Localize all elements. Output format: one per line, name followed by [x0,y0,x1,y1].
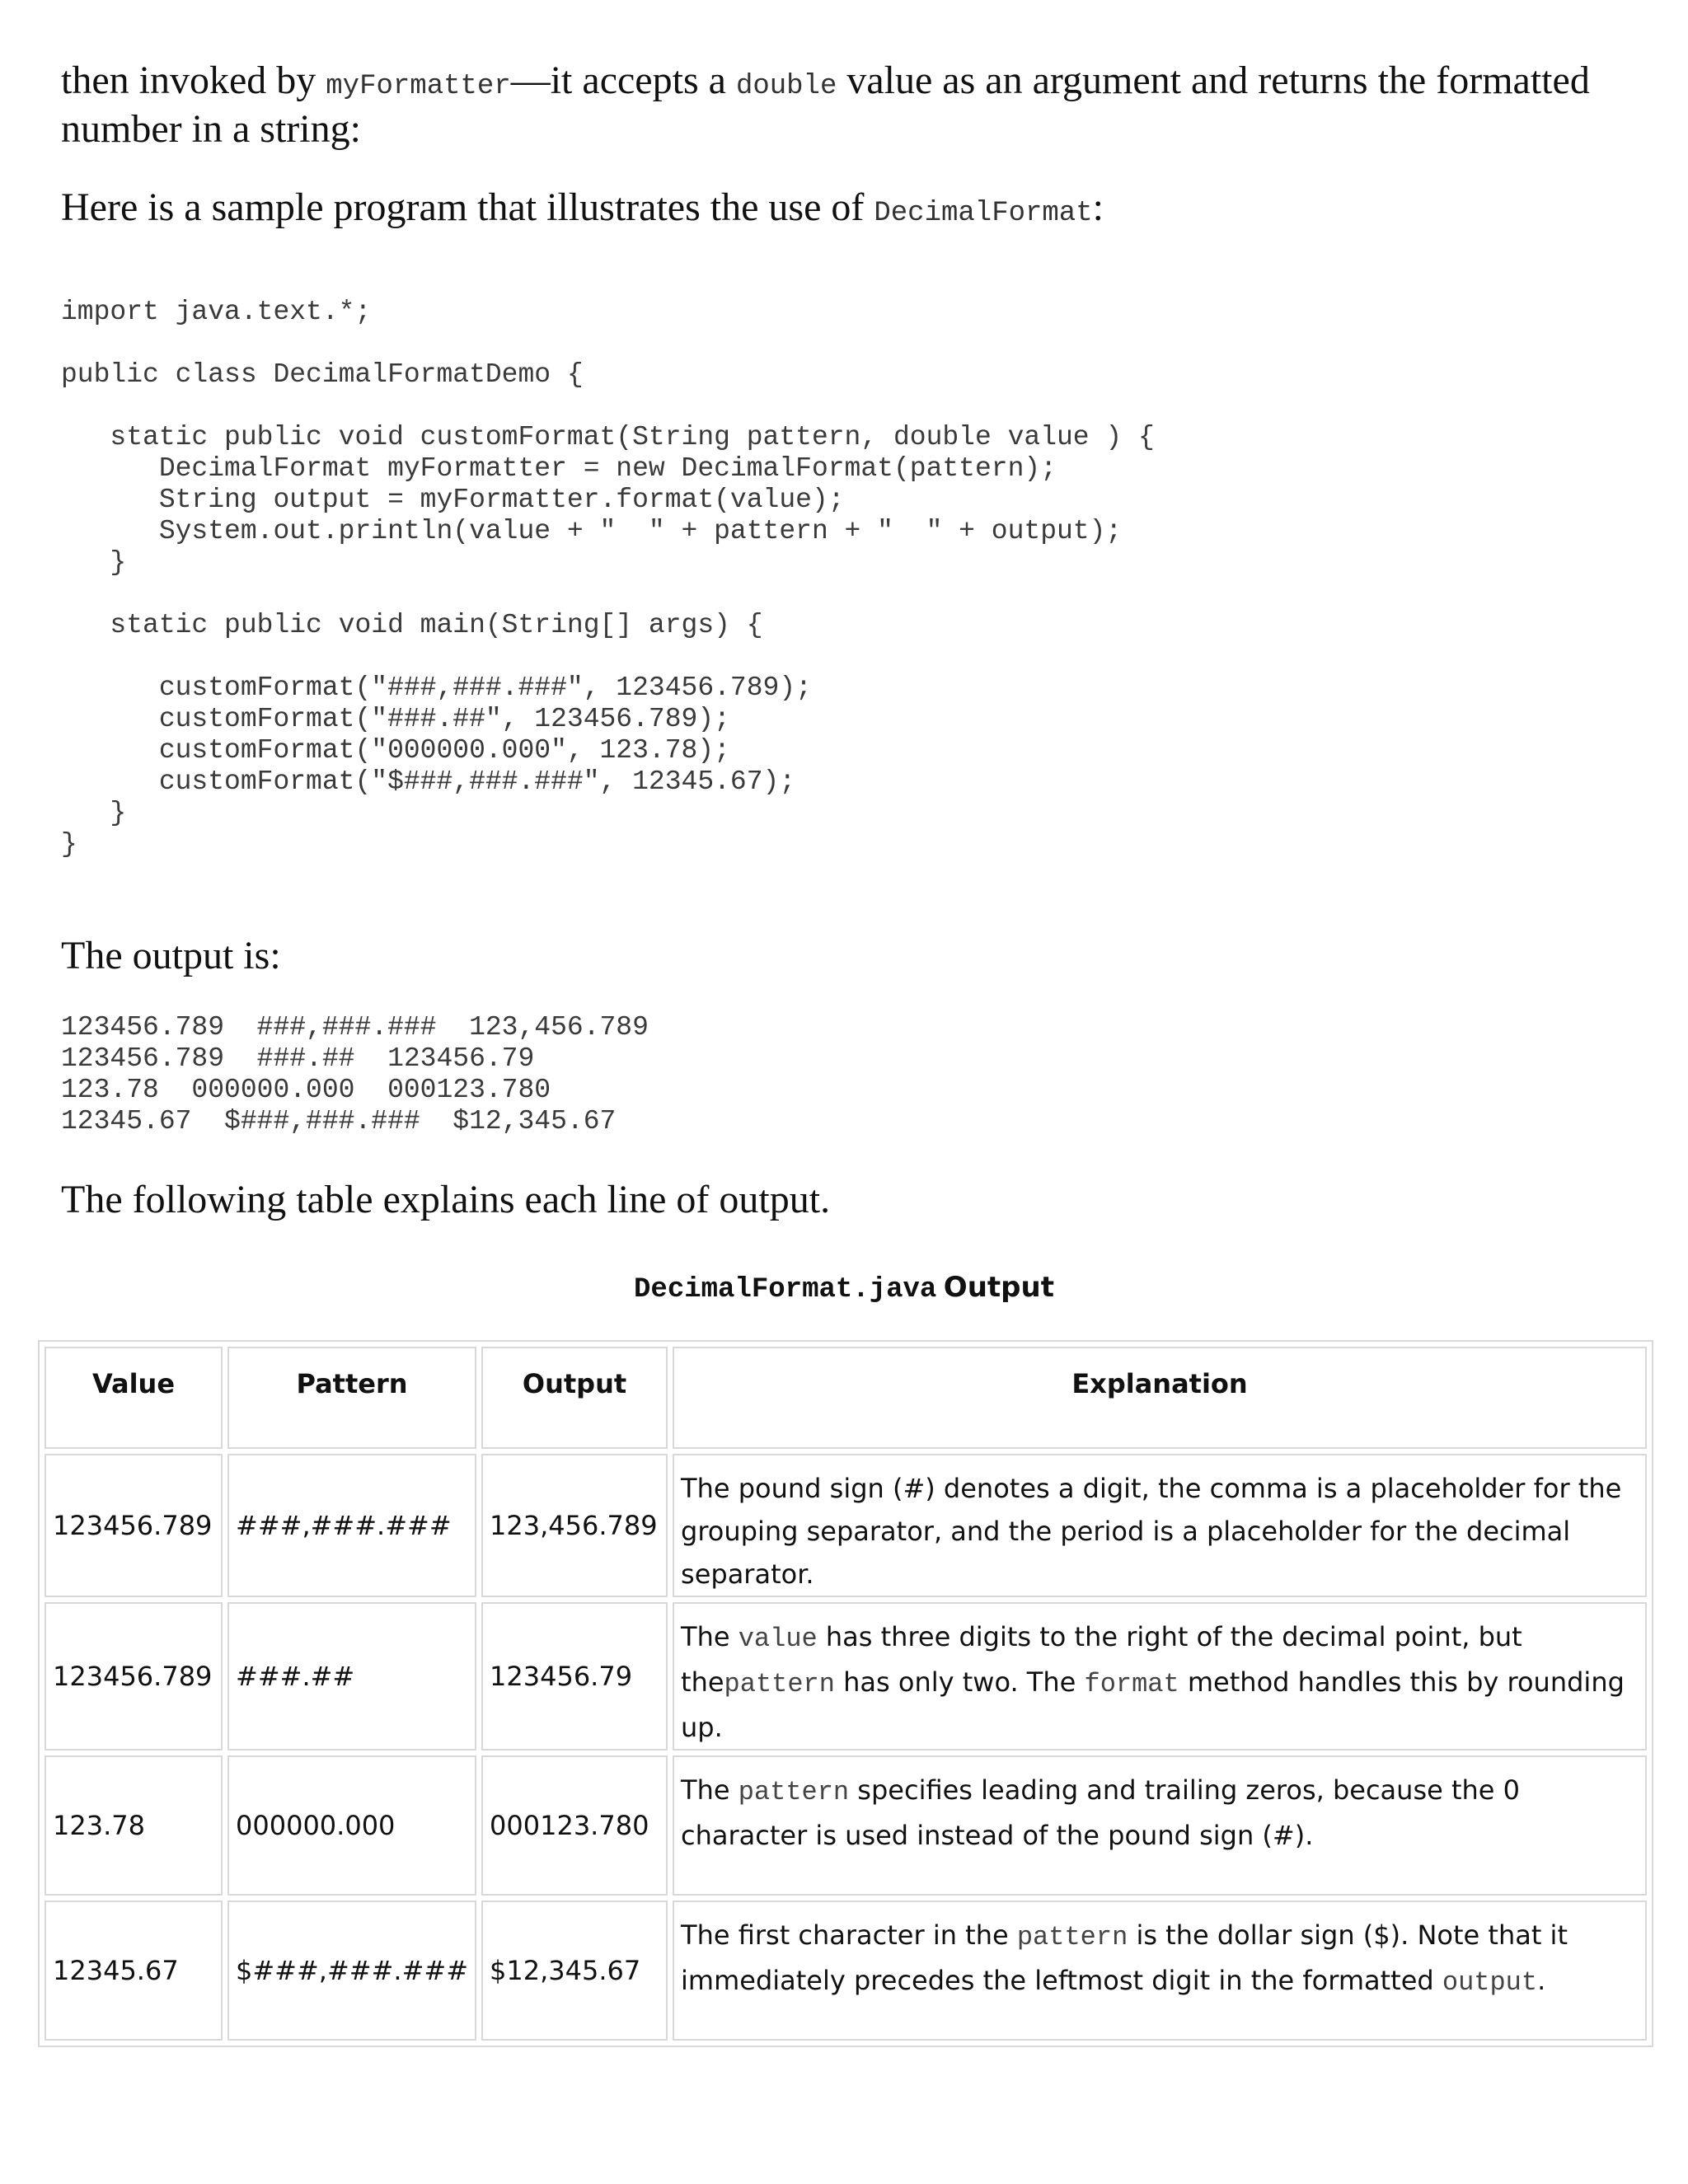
table-row [45,1900,1647,2041]
header-value: Value [45,1347,223,1449]
inline-code-output: output [1442,1967,1538,1998]
cell-explanation: The first character in the pattern is the dollar sign ($). Note that it immediately precedes the leftmost digit in the formatted output. [673,1900,1647,2041]
output-heading: The output is: [61,934,281,977]
inline-code-pattern: pattern [1016,1922,1128,1952]
table-intro: The following table explains each line of output. [61,1178,831,1221]
code-line: static public void main(String[] args) { [61,610,763,640]
caption-code: DecimalFormat.java [634,1274,937,1305]
output-line: 123.78 000000.000 000123.780 [61,1075,551,1105]
cell-output: 000123.780 [481,1755,668,1896]
code-line: customFormat("$###,###.###", 12345.67); [61,766,796,797]
code-line: customFormat("000000.000", 123.78); [61,735,730,766]
output-line: 123456.789 ###.## 123456.79 [61,1043,535,1074]
code-line: import java.text.*; [61,297,372,327]
table-header-row [45,1347,1647,1449]
cell-pattern: $###,###.### [227,1900,476,2041]
code-line: public class DecimalFormatDemo { [61,359,584,390]
intro-line-1: then invoked by myFormatter—it accepts a double value as an argument and returns the formatted [61,59,1590,102]
cell-output: 123,456.789 [481,1454,668,1597]
code-line: String output = myFormatter.format(value); [61,485,845,515]
cell-value: 12345.67 [45,1900,223,2041]
output-line: 123456.789 ###,###.### 123,456.789 [61,1012,649,1043]
code-line: static public void customFormat(String pattern, double value ) { [61,422,1155,452]
code-line: } [61,829,77,860]
inline-code-value: value [738,1624,818,1654]
cell-value: 123456.789 [45,1454,223,1597]
inline-code-pattern: pattern [724,1669,835,1699]
caption-text: Output [943,1271,1054,1304]
output-code-block [61,1012,649,1137]
inline-code-pattern: pattern [738,1777,850,1807]
cell-explanation: The pound sign (#) denotes a digit, the comma is a placeholder for the grouping separator, and the period is a placeholder for the decimal separator. [673,1454,1647,1597]
cell-pattern: ###.## [227,1602,476,1750]
code-line: } [61,798,127,828]
inline-code-format: format [1084,1669,1179,1699]
sample-program-intro: Here is a sample program that illustrates the use of DecimalFormat: [61,185,1104,229]
intro-paragraph [61,59,1590,151]
code-line: DecimalFormat myFormatter = new DecimalFormat(pattern); [61,453,1057,484]
cell-explanation: The value has three digits to the right of the decimal point, but thepattern has only two. The format method handles this by rounding up. [673,1602,1647,1750]
code-line: System.out.println(value + " " + pattern + " " + output); [61,516,1123,546]
code-line: customFormat("###.##", 123456.789); [61,704,730,734]
output-explanation-table [38,1340,1653,2047]
code-line: customFormat("###,###.###", 123456.789); [61,673,812,703]
output-line: 12345.67 $###,###.### $12,345.67 [61,1106,617,1137]
table-row [45,1454,1647,1597]
code-line: } [61,547,127,578]
intro-line-2: number in a string: [61,107,361,151]
header-output: Output [481,1347,668,1449]
table-caption [0,1271,1688,1305]
cell-output: $12,345.67 [481,1900,668,2041]
program-code-block [61,297,1155,860]
cell-output: 123456.79 [481,1602,668,1750]
inline-code-decimalformat: DecimalFormat [874,198,1093,229]
table-row [45,1755,1647,1896]
cell-value: 123.78 [45,1755,223,1896]
header-explanation: Explanation [673,1347,1647,1449]
cell-value: 123456.789 [45,1602,223,1750]
cell-pattern: 000000.000 [227,1755,476,1896]
cell-explanation: The pattern specifies leading and trailing zeros, because the 0 character is used instead of the pound sign (#). [673,1755,1647,1896]
header-pattern: Pattern [227,1347,476,1449]
inline-code-double: double [735,71,837,102]
cell-pattern: ###,###.### [227,1454,476,1597]
table-row [45,1602,1647,1750]
inline-code-myformatter: myFormatter [326,71,511,102]
